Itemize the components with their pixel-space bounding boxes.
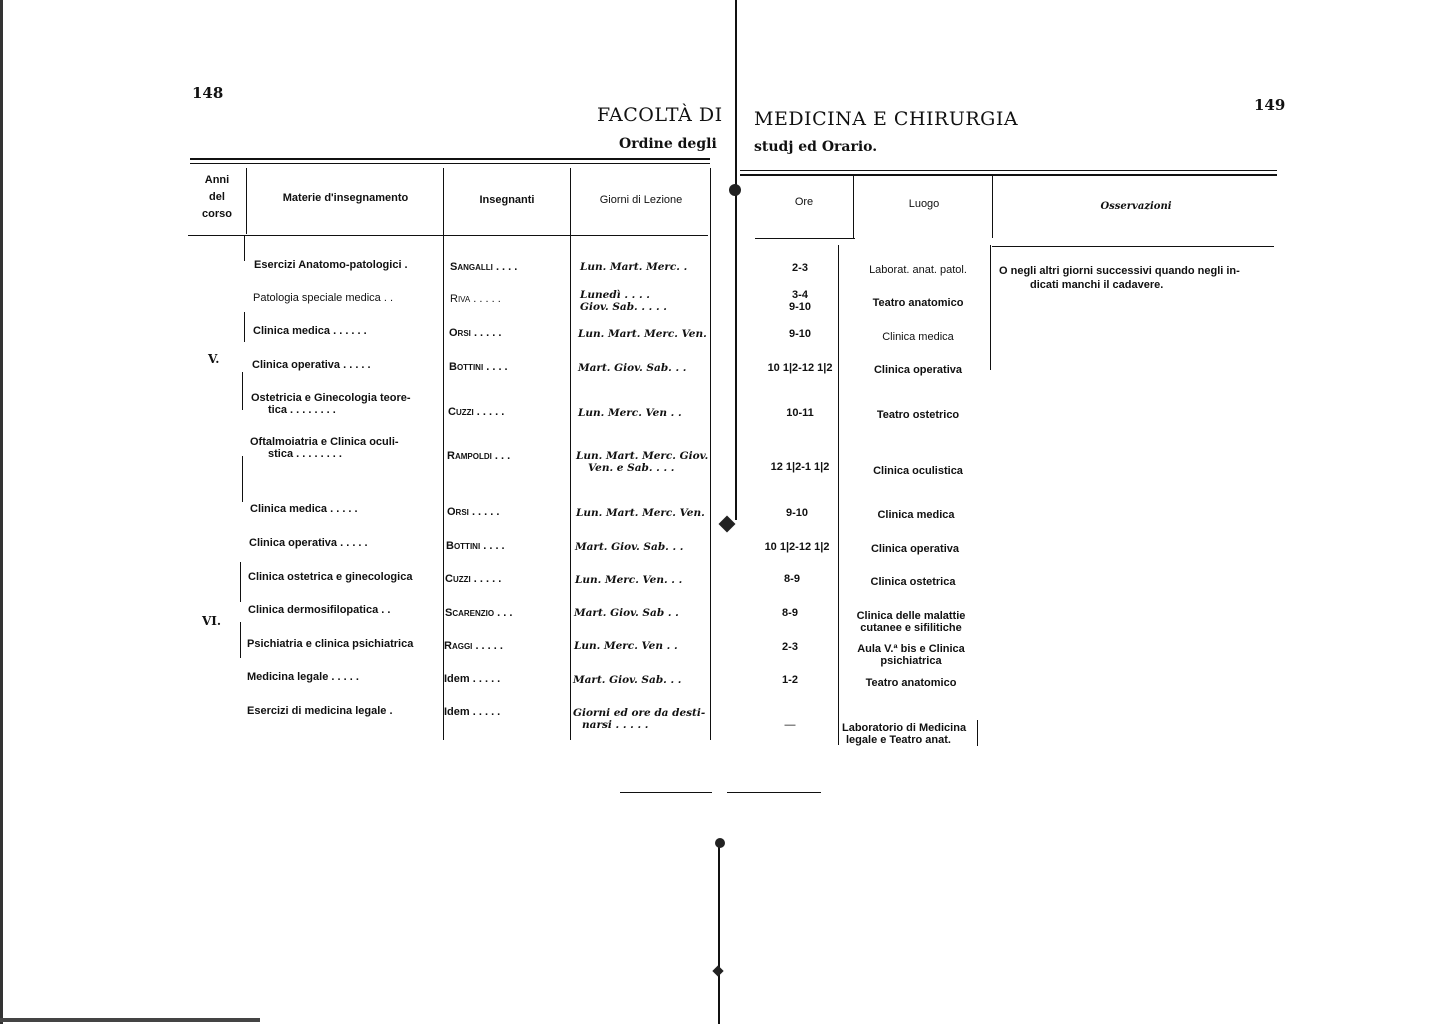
ore-cell: — xyxy=(784,719,796,731)
luogo-cell: Clinica delle malattie xyxy=(856,610,966,622)
ore-cell: 8-9 xyxy=(782,607,798,619)
col-rule xyxy=(853,174,854,238)
page-subtitle-right: studj ed Orario. xyxy=(754,139,878,155)
insegnante-cell: Cuzzi . . . . . xyxy=(445,573,502,585)
spine-mark xyxy=(719,516,736,533)
ore-cell: 2-3 xyxy=(782,641,798,653)
page-number-right: 149 xyxy=(1254,96,1286,114)
header-osservazioni: Osservazioni xyxy=(1100,201,1172,212)
top-rule-left-thin xyxy=(190,163,710,164)
materia-cell: Clinica operativa . . . . . xyxy=(252,359,371,371)
materia-cell: Clinica medica . . . . . xyxy=(250,503,358,515)
spine-mark xyxy=(729,184,741,196)
ore-cell: 1-2 xyxy=(782,674,798,686)
luogo-cell: Clinica medica xyxy=(877,509,955,521)
giorni-cell: Lun. Merc. Ven . . xyxy=(578,407,682,419)
top-rule-left xyxy=(190,158,710,160)
header-ore: Ore xyxy=(794,196,814,208)
ore-cell: 9-10 xyxy=(788,328,812,340)
materia-cell: Clinica operativa . . . . . xyxy=(249,537,368,549)
col-rule xyxy=(977,720,978,746)
page-title-left: FACOLTÀ DI xyxy=(597,104,723,126)
luogo-cell: Clinica medica xyxy=(882,331,954,343)
ore-cell: 9-10 xyxy=(785,507,809,519)
giorni-cell-line2: Giov. Sab. . . . . xyxy=(580,301,667,313)
giorni-cell-line2: Ven. e Sab. . . . xyxy=(588,462,675,474)
header-giorni: Giorni di Lezione xyxy=(599,194,683,206)
materia-cell-line2: stica . . . . . . . . xyxy=(268,448,342,460)
year-label: VI. xyxy=(202,614,222,628)
col-rule xyxy=(710,168,711,740)
insegnante-cell: Orsi . . . . . xyxy=(447,506,500,518)
insegnante-cell: Idem . . . . . xyxy=(444,706,501,718)
header-materie: Materie d'insegnamento xyxy=(282,192,409,204)
header-rule-left xyxy=(188,235,708,236)
luogo-cell: Clinica oculistica xyxy=(873,465,963,477)
luogo-cell: Teatro anatomico xyxy=(865,677,957,689)
header-rule-right xyxy=(992,246,1274,247)
scan-edge xyxy=(0,0,3,1024)
col-rule xyxy=(240,622,241,658)
header-rule-right xyxy=(755,238,855,239)
luogo-cell-line2: cutanee e sifilitiche xyxy=(860,622,962,634)
col-rule xyxy=(443,168,444,740)
giorni-cell: Lun. Merc. Ven . . xyxy=(574,640,678,652)
ore-cell: 3-4 xyxy=(792,289,808,301)
header-anni: Anni del corso xyxy=(202,174,232,220)
giorni-cell: Mart. Giov. Sab. . . xyxy=(578,362,687,374)
ore-cell-line2: 9-10 xyxy=(788,301,812,313)
col-rule xyxy=(838,245,839,745)
insegnante-cell: Raggi . . . . . xyxy=(444,640,503,652)
bottom-rule xyxy=(620,792,712,793)
page-number-left: 148 xyxy=(192,84,224,102)
osservazioni-line: O negli altri giorni successivi quando negli in- xyxy=(999,265,1240,277)
col-rule xyxy=(244,312,245,342)
materia-cell: Clinica ostetrica e ginecologica xyxy=(248,571,413,583)
col-rule xyxy=(244,236,245,261)
insegnante-cell: Scarenzio . . . xyxy=(445,607,513,619)
luogo-cell: Aula V.ª bis e Clinica xyxy=(857,643,965,655)
col-rule xyxy=(240,562,241,602)
giorni-cell: Lun. Mart. Merc. Giov. xyxy=(576,450,709,462)
year-label: V. xyxy=(208,352,220,366)
ore-cell: 10-11 xyxy=(786,407,814,419)
luogo-cell: Clinica operativa xyxy=(870,543,960,555)
spine-mark xyxy=(715,838,725,848)
header-luogo: Luogo xyxy=(908,198,940,210)
header-insegnanti: Insegnanti xyxy=(479,194,535,206)
bottom-rule xyxy=(727,792,821,793)
ore-cell: 8-9 xyxy=(784,573,800,585)
giorni-cell: Mart. Giov. Sab. . . xyxy=(575,541,684,553)
page-title-right: MEDICINA E CHIRURGIA xyxy=(754,108,1019,130)
top-rule-right-thin xyxy=(740,170,1277,171)
ore-cell: 12 1|2-1 1|2 xyxy=(770,461,830,473)
spine-mark xyxy=(712,965,723,976)
materia-cell: Clinica dermosifilopatica . . xyxy=(248,604,391,616)
giorni-cell: Mart. Giov. Sab. . . xyxy=(573,674,682,686)
insegnante-cell: Orsi . . . . . xyxy=(449,327,502,339)
giorni-cell: Lun. Mart. Merc. . xyxy=(580,261,688,273)
materia-cell: Esercizi Anatomo-patologici . xyxy=(254,259,408,271)
luogo-cell: Clinica ostetrica xyxy=(870,576,956,588)
page-subtitle-left: Ordine degli xyxy=(619,136,717,152)
giorni-cell: Lun. Merc. Ven. . . xyxy=(575,574,683,586)
col-rule xyxy=(242,372,243,410)
materia-cell: Oftalmoiatria e Clinica oculi- xyxy=(250,436,399,448)
col-rule xyxy=(570,168,571,740)
giorni-cell: Lunedì . . . . xyxy=(580,289,650,301)
giorni-cell: Giorni ed ore da desti- xyxy=(573,707,706,719)
giorni-cell: Lun. Mart. Merc. Ven. xyxy=(576,507,705,519)
insegnante-cell: Cuzzi . . . . . xyxy=(448,406,505,418)
materia-cell: Esercizi di medicina legale . xyxy=(247,705,393,717)
ore-cell: 10 1|2-12 1|2 xyxy=(767,362,833,374)
scan-edge-bottom xyxy=(0,1018,260,1022)
ore-cell: 10 1|2-12 1|2 xyxy=(764,541,830,553)
materia-cell: Psichiatria e clinica psichiatrica xyxy=(247,638,414,650)
col-rule xyxy=(246,168,247,234)
insegnante-cell: Sangalli . . . . xyxy=(450,261,518,273)
ore-cell: 2-3 xyxy=(792,262,808,274)
materia-cell: Clinica medica . . . . . . xyxy=(253,325,367,337)
luogo-cell: Laboratorio di Medicina xyxy=(842,722,967,734)
materia-cell: Patologia speciale medica . . xyxy=(253,292,394,304)
luogo-cell-line2: legale e Teatro anat. xyxy=(846,734,951,746)
giorni-cell: Lun. Mart. Merc. Ven. xyxy=(578,328,707,340)
luogo-cell: Teatro anatomico xyxy=(872,297,964,309)
col-rule xyxy=(992,174,993,238)
col-rule xyxy=(242,456,243,502)
luogo-cell: Clinica operativa xyxy=(873,364,963,376)
giorni-cell: Mart. Giov. Sab . . xyxy=(574,607,679,619)
luogo-cell: Teatro ostetrico xyxy=(876,409,960,421)
book-spine-line xyxy=(735,0,737,520)
osservazioni-line: dicati manchi il cadavere. xyxy=(1030,279,1164,291)
insegnante-cell: Bottini . . . . xyxy=(449,361,508,373)
insegnante-cell: Rampoldi . . . xyxy=(447,450,511,462)
materia-cell: Medicina legale . . . . . xyxy=(247,671,359,683)
insegnante-cell: Idem . . . . . xyxy=(444,673,501,685)
top-rule-right xyxy=(740,174,1277,176)
materia-cell: Ostetricia e Ginecologia teore- xyxy=(251,392,411,404)
book-spine-line-lower xyxy=(718,840,720,1024)
luogo-cell: Laborat. anat. patol. xyxy=(869,264,967,276)
giorni-cell-line2: narsi . . . . . xyxy=(582,719,649,731)
insegnante-cell: Riva . . . . . xyxy=(450,293,501,305)
luogo-cell-line2: psichiatrica xyxy=(880,655,942,667)
insegnante-cell: Bottini . . . . xyxy=(446,540,505,552)
materia-cell-line2: tica . . . . . . . . xyxy=(268,404,336,416)
